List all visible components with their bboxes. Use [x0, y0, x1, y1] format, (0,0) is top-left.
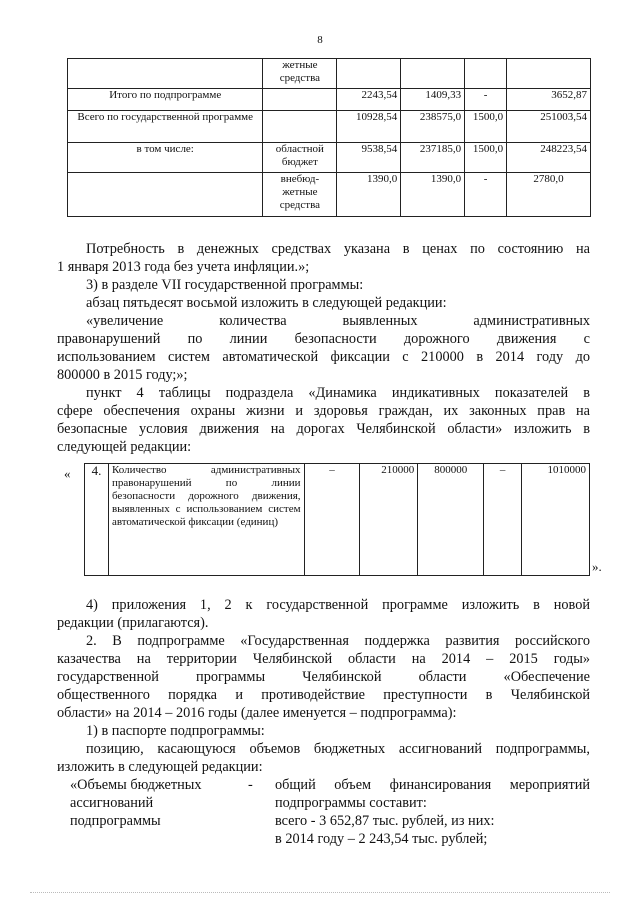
paragraph-line: 800000 в 2015 году;»;: [57, 367, 188, 383]
indicator-value-2014: 210000: [360, 464, 418, 576]
passport-value: общий объем финансирования мероприятий: [275, 777, 590, 793]
row-label: в том числе:: [68, 143, 263, 173]
indicator-value-2015: 800000: [418, 464, 484, 576]
value-2014: 10928,54: [337, 111, 401, 143]
paragraph-line: использованием систем автоматической фиксации с 210000 в 2014 году до: [57, 349, 590, 365]
paragraph-line: 4) приложения 1, 2 к государственной программе изложить в новой: [86, 597, 590, 613]
funding-source: [263, 89, 337, 111]
passport-label: «Объемы бюджетных: [70, 777, 202, 793]
funding-source: жетные средства: [263, 59, 337, 89]
value-2015: 1409,33: [401, 89, 465, 111]
value-2016: 1500,0: [465, 111, 507, 143]
indicator-value-2016: –: [484, 464, 522, 576]
value-total: 3652,87: [507, 89, 591, 111]
value-2014: 2243,54: [337, 89, 401, 111]
passport-dash: -: [248, 777, 253, 793]
paragraph-line: 2. В подпрограмме «Государственная поддержка развития российского: [86, 633, 590, 649]
value-2014: [337, 59, 401, 89]
table-row: [85, 464, 590, 576]
value-total: [507, 59, 591, 89]
value-2015: 1390,0: [401, 173, 465, 217]
paragraph-line: позицию, касающуюся объемов бюджетных ассигнований подпрограммы,: [86, 741, 590, 757]
value-2015: 238575,0: [401, 111, 465, 143]
paragraph-line: казачества на территории Челябинской области на 2014 – 2015 годы»: [57, 651, 590, 667]
paragraph-line: государственной программы Челябинской области «Обеспечение: [57, 669, 590, 685]
scan-edge-divider: [30, 892, 610, 893]
value-2016: [465, 59, 507, 89]
quote-close: ».: [592, 559, 602, 574]
paragraph-line: «увеличение количества выявленных административных: [86, 313, 590, 329]
paragraph-line: 1) в паспорте подпрограммы:: [86, 723, 265, 739]
paragraph-line: области» на 2014 – 2016 годы (далее именуется – подпрограмма):: [57, 705, 457, 721]
row-label: [68, 59, 263, 89]
passport-label: ассигнований: [70, 795, 154, 811]
passport-value: всего - 3 652,87 тыс. рублей, из них:: [275, 813, 495, 829]
page-number: 8: [317, 34, 323, 46]
passport-value: подпрограммы составит:: [275, 795, 427, 811]
value-2016: -: [465, 173, 507, 217]
indicator-value: –: [304, 464, 360, 576]
paragraph-line: правонарушений по линии безопасности дорожного движения с: [57, 331, 590, 347]
indicator-number: 4.: [85, 464, 109, 576]
value-total: 248223,54: [507, 143, 591, 173]
table-row: [68, 111, 591, 143]
paragraph-line: Потребность в денежных средствах указана в ценах по состоянию на: [86, 241, 590, 257]
value-total: 251003,54: [507, 111, 591, 143]
paragraph-line: сфере обеспечения охраны жизни и здоровья граждан, их законных прав на: [57, 403, 590, 419]
indicator-table: [84, 463, 590, 576]
paragraph-line: 1 января 2013 года без учета инфляции.»;: [57, 259, 310, 275]
value-2014: 1390,0: [337, 173, 401, 217]
quote-open: «: [64, 466, 71, 481]
passport-value: в 2014 году – 2 243,54 тыс. рублей;: [275, 831, 488, 847]
row-label: Итого по подпрограмме: [68, 89, 263, 111]
funding-source: областной бюджет: [263, 143, 337, 173]
indicator-value-total: 1010000: [522, 464, 590, 576]
paragraph-line: общественного порядка и противодействие преступности в Челябинской: [57, 687, 590, 703]
financing-table: [67, 58, 591, 217]
table-row: [68, 89, 591, 111]
table-row: [68, 143, 591, 173]
value-2015: 237185,0: [401, 143, 465, 173]
paragraph-line: пункт 4 таблицы подраздела «Динамика индикативных показателей в: [86, 385, 590, 401]
funding-source: внебюд-жетные средства: [263, 173, 337, 217]
value-2016: 1500,0: [465, 143, 507, 173]
paragraph-line: абзац пятьдесят восьмой изложить в следующей редакции:: [86, 295, 447, 311]
value-2015: [401, 59, 465, 89]
table-row: [68, 173, 591, 217]
paragraph-line: 3) в разделе VII государственной программы:: [86, 277, 364, 293]
value-2016: -: [465, 89, 507, 111]
passport-label: подпрограммы: [70, 813, 161, 829]
paragraph-line: следующей редакции:: [57, 439, 192, 455]
table-row: [68, 59, 591, 89]
paragraph-line: редакции (прилагаются).: [57, 615, 209, 631]
paragraph-line: безопасные условия движения на дорогах Челябинской области» изложить в: [57, 421, 590, 437]
value-total: 2780,0: [507, 173, 591, 217]
indicator-name: Количество административных правонарушений по линии безопасности дорожного движения, выявленных с использованием систем автоматической фиксации (единиц): [108, 464, 304, 576]
row-label: [68, 173, 263, 217]
value-2014: 9538,54: [337, 143, 401, 173]
funding-source: [263, 111, 337, 143]
paragraph-line: изложить в следующей редакции:: [57, 759, 263, 775]
row-label: Всего по государственной программе: [68, 111, 263, 143]
